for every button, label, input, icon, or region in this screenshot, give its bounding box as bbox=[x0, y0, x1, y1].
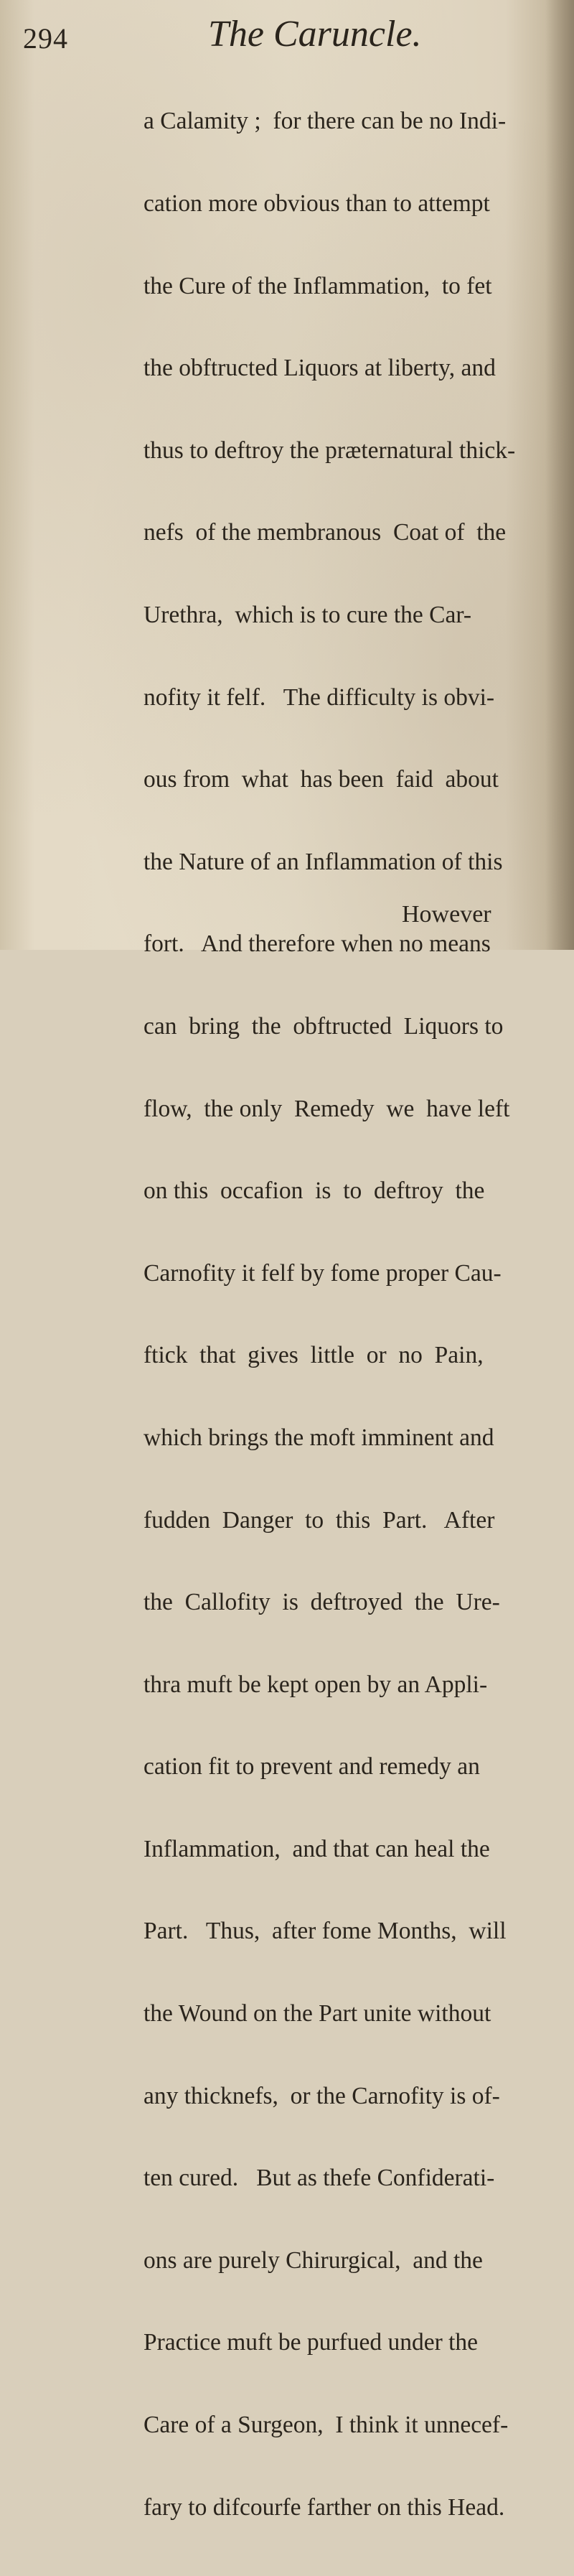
text-line: ous from what has been faid about bbox=[144, 766, 499, 793]
text-line: flow, the only Remedy we have left bbox=[144, 1095, 510, 1122]
text-line: ftick that gives little or no Pain, bbox=[144, 1342, 484, 1369]
text-line: the Callofity is deftroyed the Ure- bbox=[144, 1589, 500, 1616]
text-line: a Calamity ; for there can be no Indi- bbox=[144, 108, 507, 135]
text-line: the Wound on the Part unite without bbox=[144, 2000, 491, 2027]
text-line: on this occafion is to deftroy the bbox=[144, 1177, 485, 1205]
text-line: thra muft be kept open by an Appli- bbox=[144, 1671, 488, 1698]
text-line: fort. And therefore when no means bbox=[144, 930, 491, 958]
text-line: any thicknefs, or the Carnofity is of- bbox=[144, 2082, 500, 2109]
text-line: Carnofity it felf by fome proper Cau- bbox=[144, 1259, 502, 1287]
text-line: Inflammation, and that can heal the bbox=[144, 1835, 490, 1862]
page-number: 294 bbox=[23, 22, 68, 55]
text-line: Urethra, which is to cure the Car- bbox=[144, 601, 471, 628]
text-line: fudden Danger to this Part. After bbox=[144, 1506, 495, 1534]
text-line: can bring the obftructed Liquors to bbox=[144, 1012, 504, 1040]
text-line: ons are purely Chirurgical, and the bbox=[144, 2246, 483, 2274]
text-line: the Cure of the Inflammation, to fet bbox=[144, 272, 492, 299]
text-line: nofity it felf. The difficulty is obvi- bbox=[144, 683, 495, 711]
text-line: thus to deftroy the præternatural thick- bbox=[144, 437, 516, 464]
text-line: ten cured. But as thefe Confiderati- bbox=[144, 2165, 495, 2192]
running-head: The Caruncle. bbox=[208, 14, 422, 55]
text-line: the Nature of an Inflammation of this bbox=[144, 848, 503, 875]
text-line: Part. Thus, after fome Months, will bbox=[144, 1918, 507, 1945]
text-line: nefs of the membranous Coat of the bbox=[144, 519, 507, 546]
text-line: cation more obvious than to attempt bbox=[144, 190, 490, 217]
text-line: Practice muft be purfued under the bbox=[144, 2329, 479, 2356]
body-text bbox=[144, 53, 567, 2576]
text-line: which brings the moft imminent and bbox=[144, 1424, 494, 1451]
text-line: the obftructed Liquors at liberty, and bbox=[144, 355, 496, 382]
text-line: cation fit to prevent and remedy an bbox=[144, 1753, 480, 1781]
catchword: However bbox=[402, 901, 491, 928]
text-line: Care of a Surgeon, I think it unnecef- bbox=[144, 2412, 509, 2439]
text-line: fary to difcourfe farther on this Head. bbox=[144, 2493, 505, 2521]
